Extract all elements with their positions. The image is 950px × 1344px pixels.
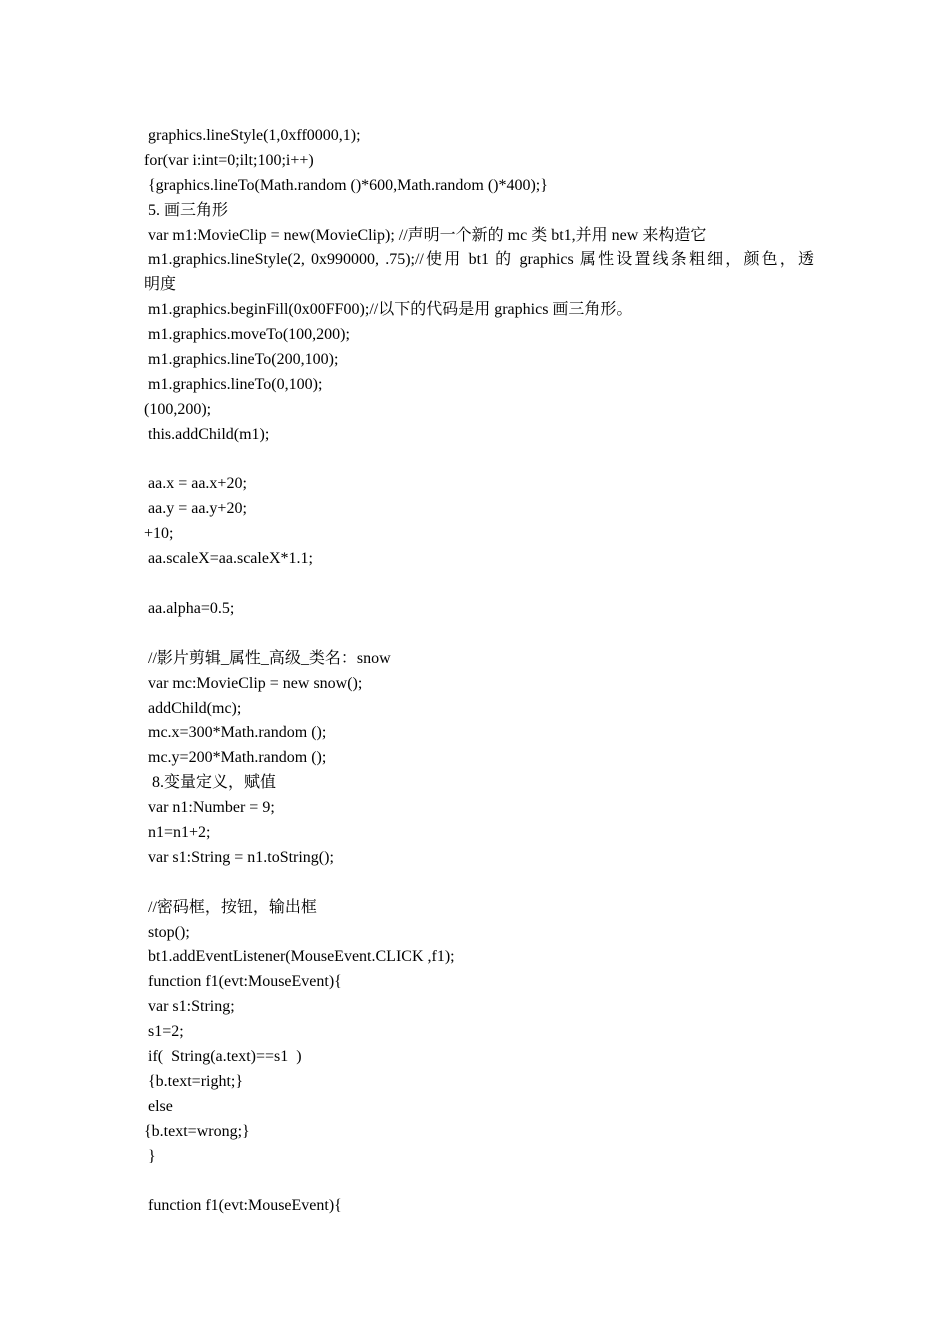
- code-line: +10;: [144, 525, 174, 543]
- code-line: }: [148, 1147, 156, 1165]
- code-line: var mc:MovieClip = new snow();: [148, 674, 363, 692]
- code-line: //密码框，按钮，输出框: [148, 898, 317, 916]
- code-line: addChild(mc);: [148, 699, 242, 717]
- code-line: else: [148, 1097, 173, 1115]
- code-line: var s1:String;: [148, 998, 235, 1016]
- code-line: var m1:MovieClip = new(MovieClip); //声明一个新的 mc 类 bt1,并用 new 来构造它: [148, 226, 707, 244]
- code-line: mc.y=200*Math.random ();: [148, 749, 327, 767]
- code-line: //影片剪辑_属性_高级_类名：snow: [148, 649, 391, 667]
- code-line: var n1:Number = 9;: [148, 799, 275, 817]
- code-line: s1=2;: [148, 1023, 184, 1041]
- code-line: bt1.addEventListener(MouseEvent.CLICK ,f1);: [148, 948, 455, 966]
- code-line: m1.graphics.moveTo(100,200);: [148, 326, 350, 344]
- code-line: aa.scaleX=aa.scaleX*1.1;: [148, 550, 313, 568]
- code-line: function f1(evt:MouseEvent){: [148, 1197, 342, 1215]
- blank-line: [144, 1169, 814, 1194]
- code-line: n1=n1+2;: [148, 823, 211, 841]
- code-line: {graphics.lineTo(Math.random ()*600,Math.random ()*400);}: [148, 176, 548, 194]
- code-line: {b.text=right;}: [148, 1072, 244, 1090]
- blank-line: [144, 572, 814, 597]
- code-line: if( String(a.text)==s1 ): [148, 1047, 302, 1065]
- code-line: 5. 画三角形: [148, 201, 229, 219]
- code-line: for(var i:int=0;ilt;100;i++): [144, 151, 314, 169]
- code-line: m1.graphics.lineTo(0,100);: [148, 375, 323, 393]
- code-line: this.addChild(m1);: [148, 425, 270, 443]
- code-line: mc.x=300*Math.random ();: [148, 724, 327, 742]
- code-line: 明度: [144, 276, 177, 294]
- code-line: m1.graphics.lineTo(200,100);: [148, 351, 339, 369]
- code-line: aa.y = aa.y+20;: [148, 500, 247, 518]
- code-line: var s1:String = n1.toString();: [148, 848, 334, 866]
- blank-line: [144, 448, 814, 473]
- code-line: aa.x = aa.x+20;: [148, 475, 247, 493]
- blank-line: [144, 871, 814, 896]
- code-line: m1.graphics.beginFill(0x00FF00);//以下的代码是用 graphics 画三角形。: [148, 301, 633, 319]
- code-line: aa.alpha=0.5;: [148, 599, 235, 617]
- code-line: 8.变量定义，赋值: [152, 774, 277, 792]
- code-line: (100,200);: [144, 400, 212, 418]
- code-line: stop();: [148, 923, 190, 941]
- code-line: function f1(evt:MouseEvent){: [148, 973, 342, 991]
- code-line: graphics.lineStyle(1,0xff0000,1);: [148, 127, 361, 144]
- code-line: {b.text=wrong;}: [144, 1122, 250, 1140]
- code-line: m1.graphics.lineStyle(2, 0x990000, .75);//使用 bt1 的 graphics 属性设置线条粗细，颜色，透: [148, 251, 814, 269]
- blank-line: [144, 622, 814, 647]
- code-listing: [144, 124, 814, 1219]
